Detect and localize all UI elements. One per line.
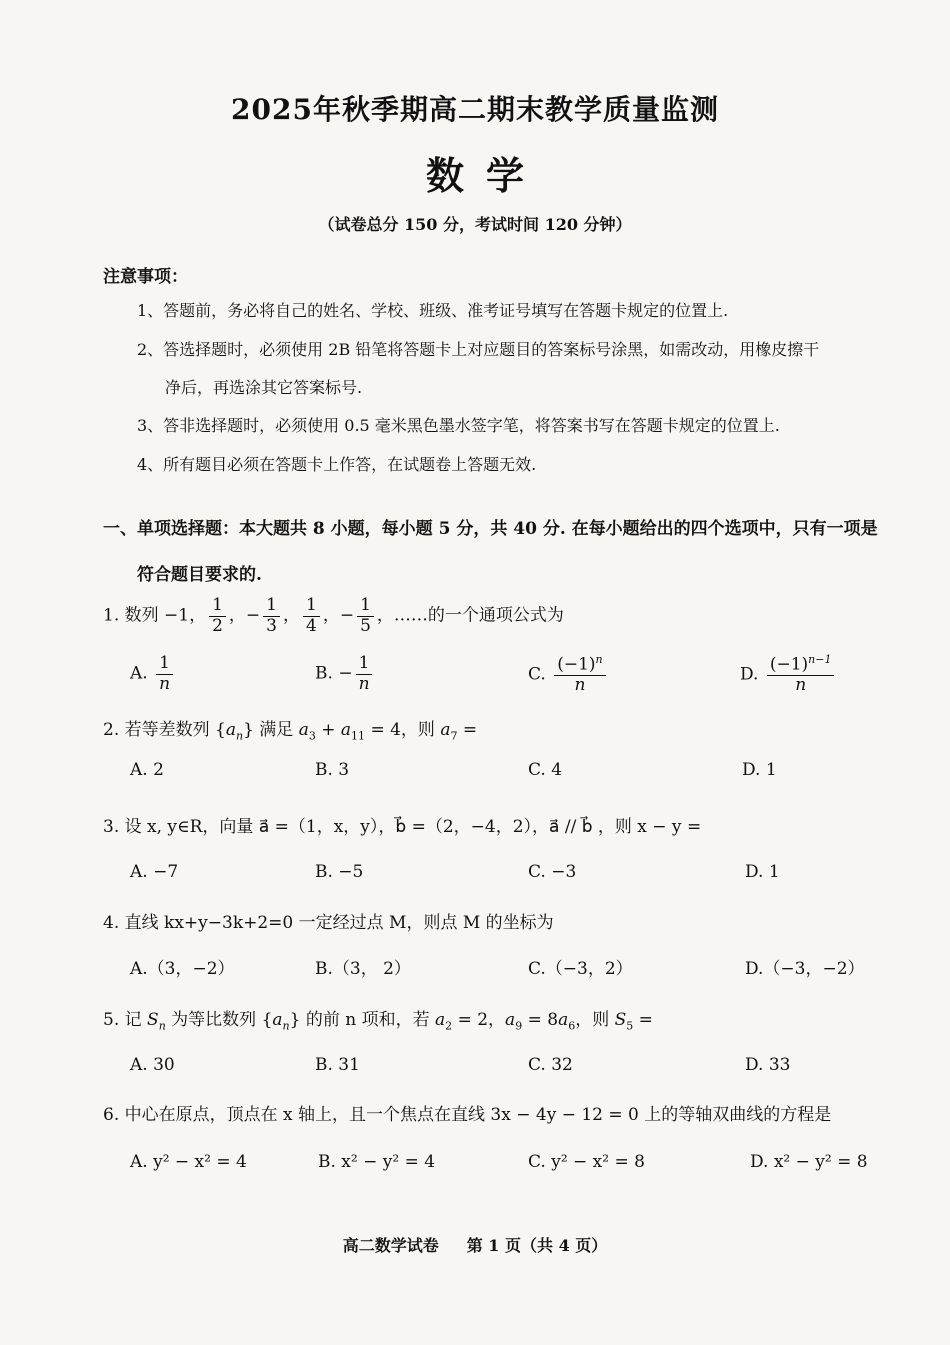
question-4-stem: 4. 直线 kx+y−3k+2=0 一定经过点 M，则点 M 的坐标为 (103, 913, 554, 933)
section-1-heading: 一、单项选择题：本大题共 8 小题，每小题 5 分，共 40 分. 在每小题给出的四个选项中，只有一项是 (103, 519, 878, 539)
question-3-option-c: C. −3 (528, 862, 577, 882)
question-3-option-a: A. −7 (130, 862, 179, 882)
question-1-option-d: D. $\frac{(-1)^{n-1}}{n}$ (740, 654, 837, 696)
note-2-cont: 净后，再选涂其它答案标号. (165, 378, 363, 397)
question-6-option-a: A. y² − x² = 4 (130, 1152, 247, 1172)
question-5-option-c: C. 32 (528, 1055, 573, 1075)
question-2-option-d: D. 1 (742, 760, 777, 780)
exam-info: （试卷总分 150 分，考试时间 120 分钟） (318, 215, 632, 234)
question-5-option-a: A. 30 (130, 1055, 175, 1075)
footer-page-number: 第 1 页（共 4 页） (466, 1236, 608, 1255)
section-1-heading-cont: 符合题目要求的. (137, 565, 262, 585)
note-4: 4、所有题目必须在答题卡上作答，在试题卷上答题无效. (137, 455, 537, 474)
question-1-option-a: A. $\frac{1}{n}$ (130, 654, 176, 694)
question-6-option-d: D. x² − y² = 8 (750, 1152, 868, 1172)
note-3: 3、答非选择题时，必须使用 0.5 毫米黑色墨水签字笔，将答案书写在答题卡规定的位置上. (137, 416, 780, 435)
question-5-stem: 5. 记 $S_n$ 为等比数列 $\{a_n\}$ 的前 n 项和，若 $a_2 = 2$，$a_9 = 8a_6$，则 $S_5$ = (103, 1010, 653, 1033)
footer-subject: 高二数学试卷 (342, 1236, 439, 1255)
note-1: 1、答题前，务必将自己的姓名、学校、班级、准考证号填写在答题卡规定的位置上. (137, 301, 729, 320)
question-2-stem: 2. 若等差数列 $\{a_n\}$ 满足 $a_3 + a_{11} = 4$，则 $a_7$ = (103, 720, 478, 743)
subject-title: 数学 (425, 153, 546, 198)
question-3-stem: 3. 设 x, y∈R，向量 a⃗ =（1，x，y），b⃗ =（2，−4，2），a⃗ // b⃗ ，则 x − y = (103, 817, 702, 837)
question-4-option-c: C.（−3，2） (528, 959, 633, 979)
question-6-option-b: B. x² − y² = 4 (318, 1152, 436, 1172)
question-1-stem: 1. 数列 −1， $\frac{1}{2}$ ，− $\frac{1}{3}$ ， $\frac{1}{4}$ ，− $\frac{1}{5}$ ，……的一个通项公式为 (103, 595, 564, 636)
question-5-option-d: D. 33 (745, 1055, 791, 1075)
question-3-option-d: D. 1 (745, 862, 780, 882)
question-2-option-c: C. 4 (528, 760, 563, 780)
exam-title: 2025年秋季期高二期末教学质量监测 (231, 93, 719, 126)
question-4-option-a: A.（3，−2） (130, 959, 235, 979)
note-2: 2、答选择题时，必须使用 2B 铅笔将答题卡上对应题目的答案标号涂黑，如需改动，用橡皮擦干 (137, 340, 820, 359)
question-6-option-c: C. y² − x² = 8 (528, 1152, 645, 1172)
notes-heading: 注意事项： (103, 267, 188, 287)
question-2-option-b: B. 3 (315, 760, 350, 780)
question-2-option-a: A. 2 (130, 760, 164, 780)
question-4-option-b: B.（3， 2） (315, 959, 411, 979)
page-footer (0, 1233, 950, 1256)
question-4-option-d: D.（−3，−2） (745, 959, 865, 979)
question-1-option-b: B. − $\frac{1}{n}$ (315, 654, 376, 694)
question-6-stem: 6. 中心在原点，顶点在 x 轴上，且一个焦点在直线 3x − 4y − 12 = 0 上的等轴双曲线的方程是 (103, 1105, 832, 1125)
question-5-option-b: B. 31 (315, 1055, 360, 1075)
question-3-option-b: B. −5 (315, 862, 364, 882)
question-1-option-c: C. $\frac{(-1)^n}{n}$ (528, 654, 609, 696)
